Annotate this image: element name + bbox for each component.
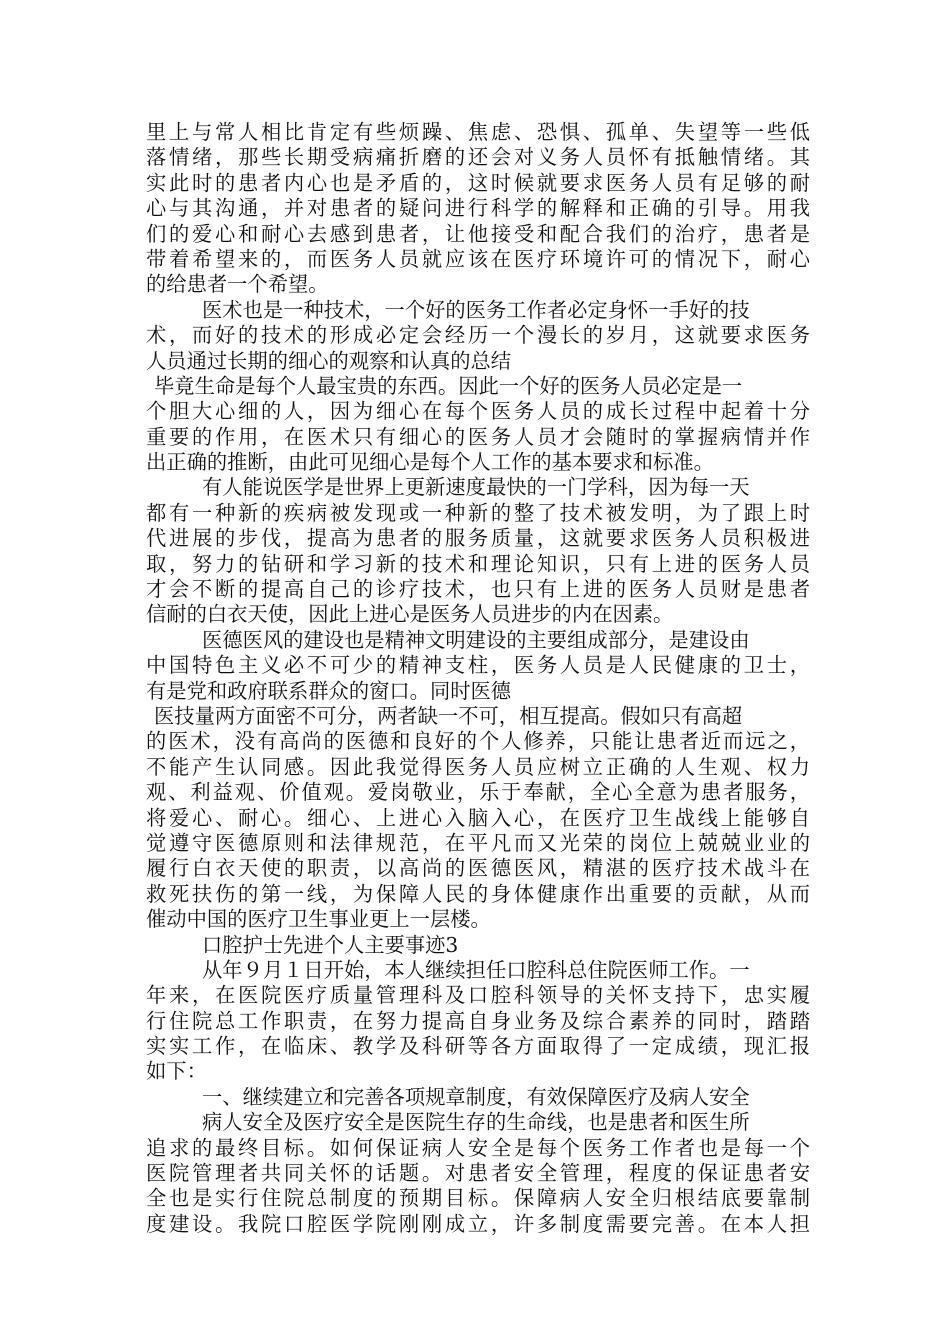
text-line: 毕竟生命是每个人最宝贵的东西。因此一个好的医务人员必定是一 bbox=[154, 373, 743, 398]
text-line: 有人能说医学是世界上更新速度最快的一门学科，因为每一天 bbox=[202, 475, 750, 500]
text-line: 代进展的步伐，提高为患者的服务质量，这就要求医务人员积极进 bbox=[146, 526, 810, 551]
text-line: 中国特色主义必不可少的精神支柱，医务人员是人民健康的卫士， bbox=[146, 653, 810, 678]
text-line: 医德医风的建设也是精神文明建设的主要组成部分，是建设由 bbox=[202, 627, 750, 652]
text-line: 年来，在医院医疗质量管理科及口腔科领导的关怀支持下，忠实履 bbox=[146, 983, 810, 1008]
text-line: 实此时的患者内心也是矛盾的，这时候就要求医务人员有足够的耐 bbox=[146, 170, 810, 195]
text-line: 催动中国的医疗卫生事业更上一层楼。 bbox=[146, 907, 491, 932]
text-line: 心与其沟通，并对患者的疑问进行科学的解释和正确的引导。用我 bbox=[146, 196, 810, 221]
text-line: 将爱心、耐心。细心、上进心入脑入心，在医疗卫生战线上能够自 bbox=[146, 805, 810, 830]
document-body bbox=[146, 120, 810, 1237]
text-line: 重要的作用，在医术只有细心的医务人员才会随时的掌握病情并作 bbox=[146, 424, 810, 449]
text-line: 不能产生认同感。因此我觉得医务人员应树立正确的人生观、权力 bbox=[146, 754, 810, 779]
text-line: 里上与常人相比肯定有些烦躁、焦虑、恐惧、孤单、失望等一些低 bbox=[146, 120, 810, 144]
text-line: 人员通过长期的细心的观察和认真的总结 bbox=[146, 348, 512, 373]
text-line: 观、利益观、价值观。爱岗敬业，乐于奉献，全心全意为患者服务， bbox=[146, 780, 810, 805]
text-line: 才会不断的提高自己的诊疗技术，也只有上进的医务人员财是患者 bbox=[146, 577, 810, 602]
text-line: 履行白衣天使的职责，以高尚的医德医风，精湛的医疗技术战斗在 bbox=[146, 856, 810, 881]
text-line: 全也是实行住院总制度的预期目标。保障病人安全归根结底要靠制 bbox=[146, 1186, 810, 1211]
text-line: 术，而好的技术的形成必定会经历一个漫长的岁月，这就要求医务 bbox=[146, 323, 810, 348]
text-line: 追求的最终目标。如何保证病人安全是每个医务工作者也是每一个 bbox=[146, 1135, 810, 1160]
text-line: 病人安全及医疗安全是医院生存的生命线，也是患者和医生所 bbox=[202, 1110, 750, 1135]
text-line: 一、继续建立和完善各项规章制度，有效保障医疗及病人安全 bbox=[202, 1084, 750, 1109]
text-line: 取，努力的钻研和学习新的技术和理论知识，只有上进的医务人员 bbox=[146, 551, 810, 576]
text-line: 口腔护士先进个人主要事迹3 bbox=[202, 932, 459, 957]
text-line: 带着希望来的，而医务人员就应该在医疗环境许可的情况下，耐心 bbox=[146, 246, 810, 271]
text-line: 信耐的白衣天使，因此上进心是医务人员进步的内在因素。 bbox=[146, 602, 674, 627]
text-line: 医术也是一种技术，一个好的医务工作者必定身怀一手好的技 bbox=[202, 297, 750, 322]
text-line: 从年９月１日开始，本人继续担任口腔科总住院医师工作。一 bbox=[202, 957, 750, 982]
text-line: 实实工作，在临床、教学及科研等各方面取得了一定成绩，现汇报 bbox=[146, 1034, 810, 1059]
text-line: 落情绪，那些长期受病痛折磨的还会对义务人员怀有抵触情绪。其 bbox=[146, 145, 810, 170]
text-line: 医技量两方面密不可分，两者缺一不可，相互提高。假如只有高超 bbox=[154, 703, 743, 728]
text-line: 行住院总工作职责，在努力提高自身业务及综合素养的同时，踏踏 bbox=[146, 1008, 810, 1033]
text-line: 医院管理者共同关怀的话题。对患者安全管理，程度的保证患者安 bbox=[146, 1161, 810, 1186]
text-line: 个胆大心细的人，因为细心在每个医务人员的成长过程中起着十分 bbox=[146, 399, 810, 424]
text-line: 的医术，没有高尚的医德和良好的个人修养，只能让患者近而远之， bbox=[146, 729, 810, 754]
text-line: 都有一种新的疾病被发现或一种新的整了技术被发明，为了跟上时 bbox=[146, 500, 810, 525]
text-line: 觉遵守医德原则和法律规范，在平凡而又光荣的岗位上兢兢业业的 bbox=[146, 830, 810, 855]
text-line: 的给患者一个希望。 bbox=[146, 272, 329, 297]
text-line: 救死扶伤的第一线，为保障人民的身体健康作出重要的贡献，从而 bbox=[146, 881, 810, 906]
text-line: 出正确的推断，由此可见细心是每个人工作的基本要求和标准。 bbox=[146, 450, 714, 475]
text-line: 度建设。我院口腔医学院刚刚成立，许多制度需要完善。在本人担 bbox=[146, 1211, 810, 1236]
text-line: 有是党和政府联系群众的窗口。同时医德 bbox=[146, 678, 512, 703]
text-line: 如下： bbox=[146, 1059, 207, 1084]
text-line: 们的爱心和耐心去感到患者，让他接受和配合我们的治疗，患者是 bbox=[146, 221, 810, 246]
